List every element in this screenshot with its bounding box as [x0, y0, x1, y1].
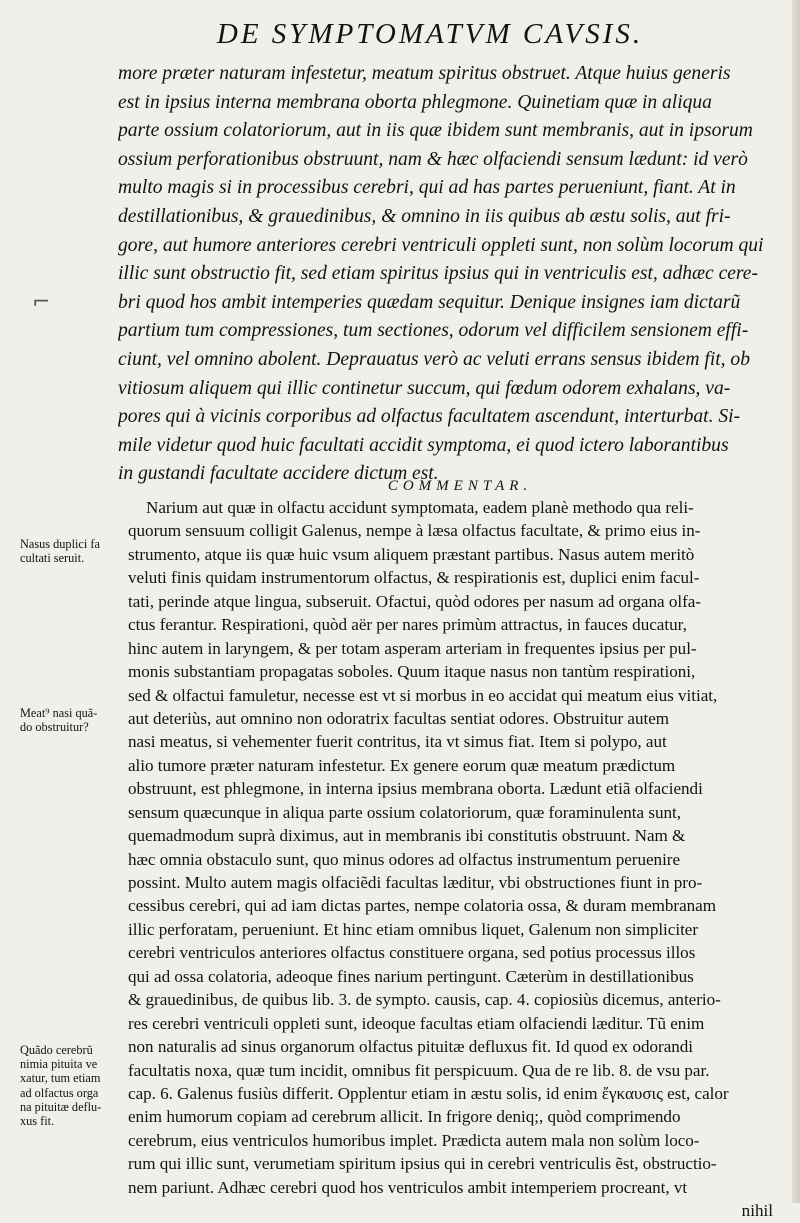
- commentary-line: sed & olfactui famuletur, necesse est vt si morbus in eo accidat qui meatum eius vitiat,: [128, 685, 718, 705]
- commentary-line: sensum quæcunque in aliqua parte ossium colatoriorum, quæ foraminulenta sunt,: [128, 802, 681, 822]
- commentary-line: qui ad ossa colatoria, adeoque fines narium pertingunt. Cæterùm in destillationibus: [128, 966, 694, 986]
- marginal-note-line: ad olfactus orga: [20, 1085, 99, 1100]
- text-line: est in ipsius interna membrana oborta phlegmone. Quinetiam quæ in aliqua: [118, 91, 712, 113]
- text-line: pores qui à vicinis corporibus ad olfactus facultatem ascendunt, interturbat. Si-: [118, 406, 741, 428]
- marginal-note-line: nimia pituita ve: [20, 1057, 98, 1072]
- galen-text-block: [118, 60, 770, 489]
- text-line: multo magis si in processibus cerebri, qui ad has partes perueniunt, fiant. At in: [118, 177, 736, 199]
- text-line: more præter naturam infestetur, meatum spiritus obstruet. Atque huius generis: [118, 63, 731, 84]
- commentary-line: rum qui illic sunt, verumetiam spiritum ipsius qui in cerebri ventriculis ẽst, obstructio-: [128, 1154, 717, 1174]
- commentary-line: & grauedinibus, de quibus lib. 3. de sympto. causis, cap. 4. copiosiùs dicemus, anterio-: [128, 990, 721, 1010]
- commentary-line: hæc omnia obstaculo sunt, quo minus odores ad olfactus instrumentum peruenire: [128, 849, 681, 869]
- commentary-line: quemadmodum suprà diximus, aut in membranis ibi constitutis obstruunt. Nam &: [128, 826, 686, 846]
- text-line: partium tum compressiones, tum sectiones, odorum vel difficilem sensionem effi-: [118, 320, 749, 342]
- text-line: illic sunt obstructio fit, sed etiam spiritus ipsius qui in ventriculis est, adhæc cere-: [118, 263, 758, 285]
- marginal-note-line: do obstruitur?: [20, 720, 89, 735]
- text-line: bri quod hos ambit intemperies quædam sequitur. Denique insignes iam dictarũ: [118, 291, 741, 313]
- marginal-note: [20, 706, 126, 734]
- text-line: gore, aut humore anteriores cerebri ventriculi oppleti sunt, non solùm locorum qui: [118, 234, 764, 256]
- commentary-line: cerebri ventriculos anteriores olfactus constituere organa, sed potius processus illos: [128, 943, 696, 963]
- text-line: parte ossium colatoriorum, aut in iis quæ ibidem sunt membranis, aut in ipsorum: [118, 120, 753, 142]
- text-line: ossium perforationibus obstruunt, nam & hæc olfaciendi sensum lædunt: id verò: [118, 148, 748, 170]
- commentary-line: cerebrum, eius ventriculos humoribus implet. Prædicta autem mala non solùm loco-: [128, 1130, 700, 1150]
- commentary-line: quorum sensuum colligit Galenus, nempe à læsa olfactus facultate, & primo eius in-: [128, 521, 701, 541]
- marginal-note-line: xatur, tum etiam: [20, 1071, 101, 1086]
- text-line: in gustandi facultate accidere dictum est.: [118, 463, 439, 485]
- commentary-line: obstruunt, est phlegmone, in interna ipsius membrana oborta. Lædunt etiã olfaciendi: [128, 779, 703, 799]
- text-line: mile videtur quod huic facultati accidit symptoma, ei quod ictero laborantibus: [118, 434, 729, 456]
- text-line: destillationibus, & grauedinibus, & omnino in iis quibus ab æstu solis, aut fri-: [118, 205, 731, 227]
- marginal-note-line: Nasus duplici fa: [20, 537, 100, 551]
- text-line: ciunt, vel omnino abolent. Deprauatus verò ac veluti errans sensus ibidem fit, ob: [118, 348, 750, 370]
- commentary-line: ctus ferantur. Respirationi, quòd aër per nares primùm attractus, in fauces ducatur,: [128, 615, 687, 635]
- commentary-line: non naturalis ad sinus organorum olfactus pituitæ defluxus fit. Id quod ex odorandi: [128, 1037, 694, 1057]
- commentary-line: facultatis noxa, quæ tum incidit, omnibus fit perspicuum. Qua de re lib. 8. de vsu par.: [128, 1060, 710, 1080]
- commentary-line: possint. Multo autem magis olfaciẽdi facultas læditur, vbi obstructiones fiunt in pro-: [128, 873, 703, 892]
- catchword: nihil: [741, 1201, 773, 1221]
- commentary-line: res cerebri ventriculi oppleti sunt, ideoque facultas etiam olfaciendi læditur. Tũ enim: [128, 1013, 705, 1033]
- commentary-line: hinc autem in laryngem, & per totam asperam arteriam in frequentes ipsius per pul-: [128, 638, 697, 658]
- page-edge-shadow: [792, 0, 800, 1203]
- commentary-heading: COMMENTAR.: [387, 478, 533, 494]
- commentary-line: nem pariunt. Adhæc cerebri quod hos ventriculos ambit intemperiem procreant, vt: [128, 1177, 688, 1197]
- commentary-line: tati, perinde atque lingua, subseruit. Ofactui, quòd odores per nasum ad organa olfa-: [128, 591, 701, 611]
- running-title: DE SYMPTOMATVM CAVSIS.: [216, 18, 644, 50]
- commentary-line: strumento, atque iis quæ huic vsum aliquem præstant partibus. Nasus autem meritò: [128, 544, 695, 564]
- marginal-note: [20, 1043, 126, 1128]
- commentary-line: cap. 6. Galenus fusiùs differit. Opplentur etiam in æstu solis, id enim ἔγκαυσις est, calor: [128, 1083, 729, 1103]
- marginal-note-line: Quãdo cerebrũ: [20, 1043, 93, 1057]
- commentary-line: cessibus cerebri, qui ad iam dictas partes, nempe colatoria ossa, & duram membranam: [128, 896, 717, 916]
- marginal-note: [20, 537, 126, 565]
- commentary-line: monis substantiam propagatas soboles. Quum itaque nasus non tantùm respirationi,: [128, 662, 696, 682]
- commentary-line: veluti finis quidam instrumentorum olfactus, & respirationis est, duplici enim facul-: [128, 568, 700, 588]
- margin-bracket-mark: ⌐: [32, 290, 51, 315]
- marginal-note-line: na pituitæ deflu-: [20, 1099, 102, 1114]
- commentary-line: illic perforatam, perueniunt. Et hinc etiam omnibus liquet, Galenum non simpliciter: [128, 919, 699, 939]
- commentary-line: nasi meatus, si vehementer fuerit contritus, ita vt simus fiat. Item si polypo, aut: [128, 732, 667, 752]
- commentary-line: Narium aut quæ in olfactu accidunt symptomata, eadem planè methodo qua reli-: [146, 498, 694, 517]
- marginal-note-line: cultati seruit.: [20, 551, 85, 566]
- marginal-note-line: xus fit.: [20, 1114, 55, 1129]
- commentary-line: enim humorum copiam ad cerebrum allicit. In frigore deniq;, quòd comprimendo: [128, 1107, 681, 1127]
- commentary-line: aut deteriùs, aut omnino non odoratrix facultas sentiat odores. Obstruitur autem: [128, 708, 670, 728]
- text-line: vitiosum aliquem qui illic continetur succum, qui fœdum odorem exhalans, va-: [118, 377, 731, 399]
- commentary-block: [128, 496, 773, 1223]
- commentary-line: alio tumore præter naturam infestetur. Ex genere eorum quæ meatum prædictum: [128, 755, 676, 775]
- marginal-note-line: Meat⁹ nasi quã-: [20, 706, 98, 720]
